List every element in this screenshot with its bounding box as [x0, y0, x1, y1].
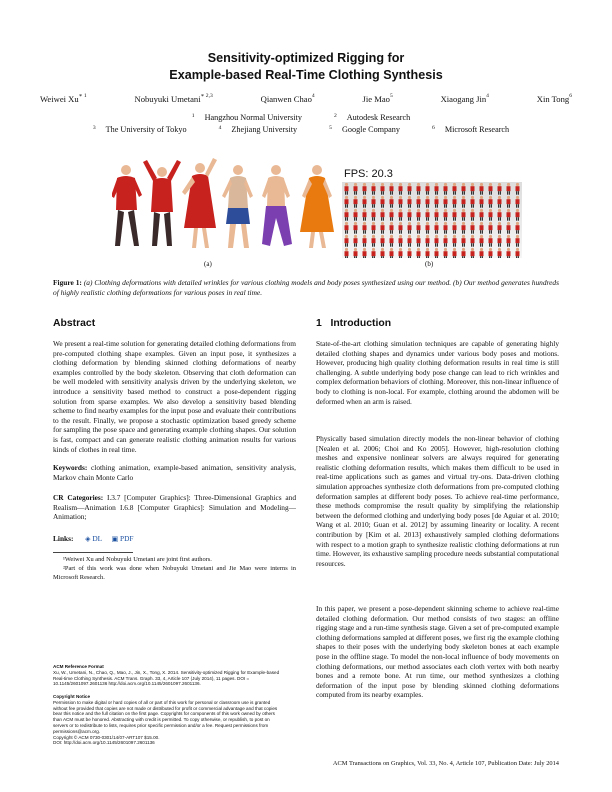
clothed-figure-6 — [300, 165, 334, 248]
doi-line: DOI: http://doi.acm.org/10.1145/2601097.2601136 — [53, 740, 155, 746]
affiliation: $^6$ Microsoft Research — [432, 125, 510, 134]
abstract-text: We present a real-time solution for generating detailed clothing deformations from pre-computed clothing shape examples. Given an input pose, it synthesizes a clothing deformation by blending skinned clothing deformations of nearby examples controlled by the body skeleton. Observing that cloth deformation can be well modeled with sensitivity analysis driven by the underlying skeleton, we introduce a sensitivity based method to construct a pose-dependent rigging solution from sparse examples. We also develop a sensitivity based blending scheme to find nearby examples for the input pose and evaluate their contributions to the result. Finally, we propose a stochastic optimization based greedy scheme for sampling the pose space and generating example clothing shapes. Our solution is fast, compact and can generate realistic clothing animation results for various kinds of clothes in real time. — [53, 339, 296, 454]
abstract-heading: Abstract — [53, 318, 96, 329]
figure-label-b: (b) — [425, 260, 434, 268]
clothed-figure-1 — [112, 165, 142, 246]
cr-categories-label: CR Categories: — [53, 493, 104, 502]
author: Xin Tong$^6$ — [536, 93, 572, 104]
author: Weiwei $Xu^{∗ 1}$ — [40, 93, 87, 104]
footnote-1: ¹Weiwei Xu and Nobuyuki Umetani are joint first authors. — [63, 556, 212, 563]
keywords — [53, 463, 296, 482]
figure-caption — [53, 278, 559, 298]
keywords-label: Keywords: — [53, 463, 88, 472]
copyright-line: Copyright © ACM 0730-0301/14/07-ART107 $15.00. — [53, 734, 160, 740]
pdf-icon: ▣ — [111, 535, 119, 543]
intro-heading-number: 1 — [316, 318, 322, 329]
paper-title-line1: Sensitivity-optimized Rigging for — [207, 51, 405, 65]
figure-panel-b-crowd-image — [342, 182, 522, 258]
links-label: Links: — [53, 534, 74, 543]
figure-panel-a-image — [112, 148, 348, 258]
dl-icon: ◈ — [85, 535, 91, 543]
affiliation: $^2$ Autodesk Research — [333, 113, 411, 122]
author-list — [40, 94, 572, 104]
fps-readout: FPS: 20.3 — [344, 168, 393, 180]
acm-reference-text: Xu, W., Umetani, N., Chao, Q., Mao, J., Jin, X., Tong, X. 2014. Sensitivity-optimized Rigging for Example-based Real-time Clothing Synthesis. ACM Trans. Graph. 33, 4, Article 107 (July 2014), 11 pages. DOI = 10.1145/2601097.2601136 http://doi.acm.org/10.1145/2601097.2601136. — [53, 669, 280, 687]
footnote-2: ²Part of this work was done when Nobuyuki Umetani and Jie Mao were interns in Microsoft Research. — [53, 565, 296, 581]
links-row — [53, 534, 296, 545]
footnote-divider — [53, 552, 133, 553]
affiliation: $^4$ Zhejiang University — [218, 125, 298, 134]
dl-link[interactable]: ◈ DL — [85, 534, 102, 543]
clothed-figure-2 — [143, 160, 181, 246]
author: Nobuyuki Umetani$^{∗ 2,3}$ — [134, 93, 213, 104]
pdf-link[interactable]: ▣ PDF — [111, 534, 134, 543]
figure-label-a: (a) — [204, 260, 212, 268]
affiliations-row2 — [0, 124, 612, 135]
affiliation: $^1$ Hangzhou Normal University — [191, 113, 302, 122]
affiliation: $^5$ Google Company — [329, 125, 400, 134]
paper-title-line2: Example-based Real-Time Clothing Synthesis — [169, 68, 443, 82]
journal-footer: ACM Transactions on Graphics, Vol. 33, No. 4, Article 107, Publication Date: July 2014 — [332, 760, 559, 767]
intro-heading — [316, 318, 391, 329]
affiliation: $^3$ The University of Tokyo — [92, 125, 187, 134]
intro-heading-text: Introduction — [330, 318, 392, 329]
intro-paragraph-3: In this paper, we present a pose-dependent skinning scheme to achieve real-time detailed clothing deformation. Our method consists of two stages: an offline rigging stage and a run-time synthesis stage. Given a set of pre-computed example clothing deformations sampled at different poses, we first rig the example clothing shapes to their poses with the underlying body skeleton bones at each example pose in the offline stage. To model the non-local influence of body movements on clothing deformations, our method associates each cloth vertex with both nearby bones and a remote bone. At run time, our method synthesizes a clothing deformation of the input pose by blending skinned clothing deformations computed from its nearby examples. — [316, 604, 559, 700]
figure-caption-text: (a) Clothing deformations with detailed wrinkles for various clothing models and body poses synthesized using our method. (b) Our method generates hundreds of highly realistic clothing deformations for various poses in real time. — [53, 278, 559, 297]
author: Jie Mao$^5$ — [362, 93, 393, 104]
clothed-figure-5 — [262, 165, 292, 246]
acm-reference-block — [53, 664, 281, 687]
cr-categories-text: I.3.7 [Computer Graphics]: Three-Dimensional Graphics and Realism—Animation I.6.8 [Computer Graphics]: Simulation and Modeling—Animation; — [53, 493, 296, 522]
copyright-heading: Copyright Notice — [53, 694, 91, 699]
clothed-figure-4 — [222, 165, 253, 248]
figure-caption-prefix: Figure 1: — [53, 278, 82, 287]
copyright-block — [53, 694, 281, 746]
keywords-text: clothing animation, example-based animation, sensitivity analysis, Markov chain Monte Carlo — [53, 463, 296, 482]
affiliations-row1 — [0, 112, 612, 123]
intro-paragraph-2: Physically based simulation directly models the non-linear behavior of clothing [Nealen et al. 2006; Choi and Ko 2005]. However, high-resolution clothing meshes and expensive nonlinear solvers are always required for generating realistic clothing deformation results, which makes them difficult to be used in real-time applications such as games and virtual try-ons. Data-driven clothing simulation approaches synthesize cloth deformations from pre-computed clothing deformation samples at different body poses. To achieve real-time performance, these methods compromise the result quality by simplifying the relationship between the deformed clothing and underlying body poses [de Aguiar et al. 2010; Wang et al. 2010; Guan et al. 2012] by assuming linearity or locality. A recent contribution by [Kim et al. 2013] exhaustively sampled clothing deformations with respect to a motion graph to synthesize realistic clothing deformations at run time. However, its exhaustive sampling procedure needs substantial computational resources. — [316, 434, 559, 568]
clothed-figure-3 — [182, 158, 217, 248]
intro-paragraph-1: State-of-the-art clothing simulation techniques are capable of generating highly detailed clothing shapes and dynamics under various body poses and motions. However, producing high quality clothing deformation results in real time is still challenging. A subtle underlying body pose change can lead to rich wrinkles and complex deformation behaviors of clothing. Moreover, this non-linear influence of body to clothing is non-local. For example, clothing around the abdomen will be deformed when an arm is raised. — [316, 339, 559, 406]
author: Qianwen Chao$^4$ — [260, 93, 315, 104]
acm-reference-heading: ACM Reference Format — [53, 664, 104, 669]
copyright-text: Permission to make digital or hard copies of all or part of this work for personal or classroom use is granted without fee provided that copies are not made or distributed for profit or commercial advantage and that copies bear this notice and the full citation on the first page. Copyrights for components of this work owned by others than ACM must be honored. Abstracting with credit is permitted. To copy otherwise, or republish, to post on servers or to redistribute to lists, requires prior specific permission and/or a fee. Request permissions from permissions@acm.org. — [53, 699, 278, 734]
author: Xiaogang Jin$^4$ — [440, 93, 489, 104]
cr-categories — [53, 493, 296, 522]
